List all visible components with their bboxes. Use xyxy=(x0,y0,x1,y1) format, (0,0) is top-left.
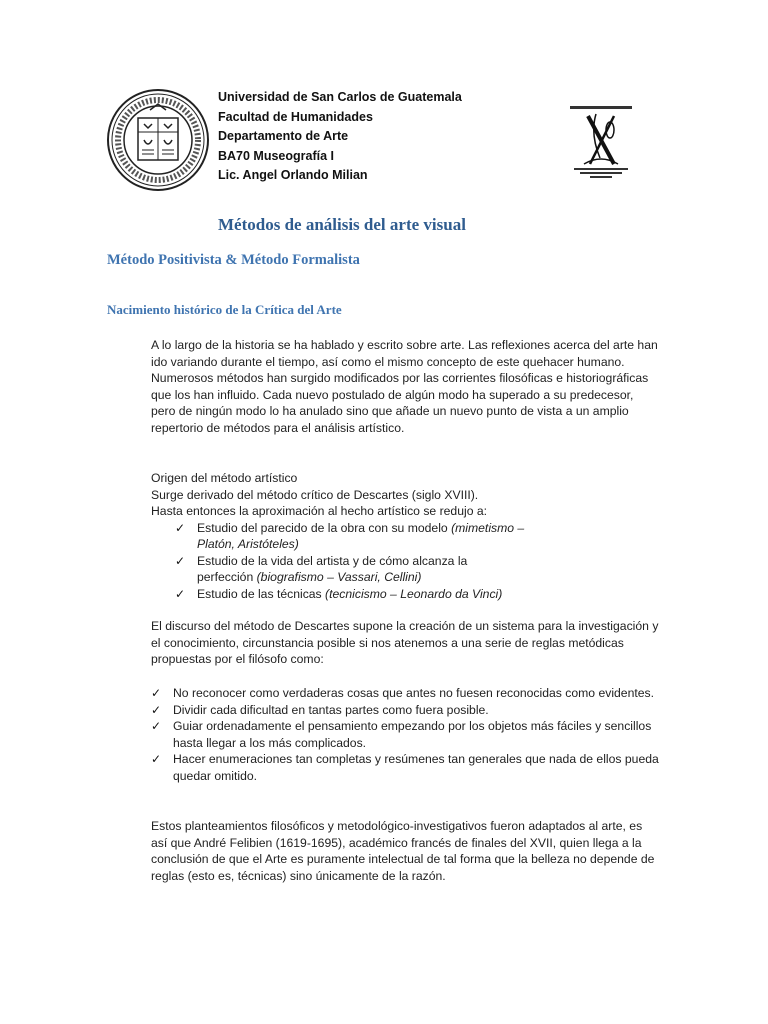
check-icon: ✓ xyxy=(151,686,162,700)
rules-block xyxy=(151,685,661,784)
list-item: ✓ Hacer enumeraciones tan completas y resúmenes tan generales que nada de ellos pueda quedar omitido. xyxy=(151,752,659,783)
instructor-name: Lic. Angel Orlando Milian xyxy=(218,168,368,182)
descartes-paragraph: El discurso del método de Descartes supone la creación de un sistema para la investigación y el conocimiento, circunstancia posible si nos atenemos a una serie de reglas metódicas propuestas por el filósofo como: xyxy=(151,619,659,666)
check-icon: ✓ xyxy=(175,553,186,568)
origin-line-3: Hasta entonces la aproximación al hecho artístico se redujo a: xyxy=(151,504,488,518)
origin-list xyxy=(175,520,525,603)
faculty-name: Facultad de Humanidades xyxy=(218,109,373,124)
list-item: ✓ Dividir cada dificultad en tantas partes como fuera posible. xyxy=(151,702,489,717)
intro-block xyxy=(151,337,661,436)
department-name: Departamento de Arte xyxy=(218,129,349,143)
page-title: Métodos de análisis del arte visual xyxy=(218,215,466,234)
list-item: ✓ Estudio de la vida del artista y de cómo alcanza la perfección (biografismo – Vassari, Cellini) xyxy=(175,553,468,584)
university-seal-icon xyxy=(106,88,210,192)
check-icon: ✓ xyxy=(175,586,186,601)
check-icon: ✓ xyxy=(151,752,162,766)
closing-paragraph: Estos planteamientos filosóficos y metodológico-investigativos fueron adaptados al arte, es así que André Felibien (1619-1695), académico francés de finales del XVII, quien llega a la conclusión de que el Arte es puramente intelectual de tal forma que la belleza no depende de reglas (esto es, técnicas) sino únicamente de la razón. xyxy=(151,819,655,883)
intro-paragraph-1: A lo largo de la historia se ha hablado y escrito sobre arte. Las reflexiones acerca del arte han ido variando durante el tiempo, así como el mismo concepto de este quehacer humano. xyxy=(151,338,658,369)
institution-block xyxy=(218,88,462,186)
check-icon: ✓ xyxy=(175,520,186,535)
section-heading: Nacimiento histórico de la Crítica del Arte xyxy=(107,302,342,317)
university-name: Universidad de San Carlos de Guatemala xyxy=(218,90,462,104)
descartes-block xyxy=(151,618,661,668)
closing-block xyxy=(151,818,661,884)
course-name: BA70 Museografía I xyxy=(218,148,335,163)
intro-paragraph-2: Numerosos métodos han surgido modificados por las corrientes filosóficas e historiográficas que los han influido. Cada nuevo postulado de algún modo ha superado a su predecesor, pero de ningún modo lo ha anulado sino que añade un nuevo punto de vista a un amplio repertorio de métodos para el análisis artístico. xyxy=(151,371,649,435)
origin-line-2: Surge derivado del método crítico de Descartes (siglo XVIII). xyxy=(151,487,479,502)
art-department-logo-icon xyxy=(566,104,636,180)
origin-block xyxy=(151,470,661,602)
list-item: ✓ No reconocer como verdaderas cosas que antes no fuesen reconocidas como evidentes. xyxy=(151,686,655,700)
list-item: ✓ Estudio de las técnicas (tecnicismo – Leonardo da Vinci) xyxy=(175,586,503,601)
check-icon: ✓ xyxy=(151,702,162,717)
list-item: ✓ Estudio del parecido de la obra con su modelo (mimetismo – Platón, Aristóteles) xyxy=(175,520,525,551)
rules-list xyxy=(151,685,661,784)
page-subtitle: Método Positivista & Método Formalista xyxy=(107,252,360,268)
list-item: ✓ Guiar ordenadamente el pensamiento empezando por los objetos más fáciles y sencillos hasta llegar a los más complicados. xyxy=(151,719,652,750)
check-icon: ✓ xyxy=(151,719,162,733)
origin-line-1: Origen del método artístico xyxy=(151,471,298,485)
